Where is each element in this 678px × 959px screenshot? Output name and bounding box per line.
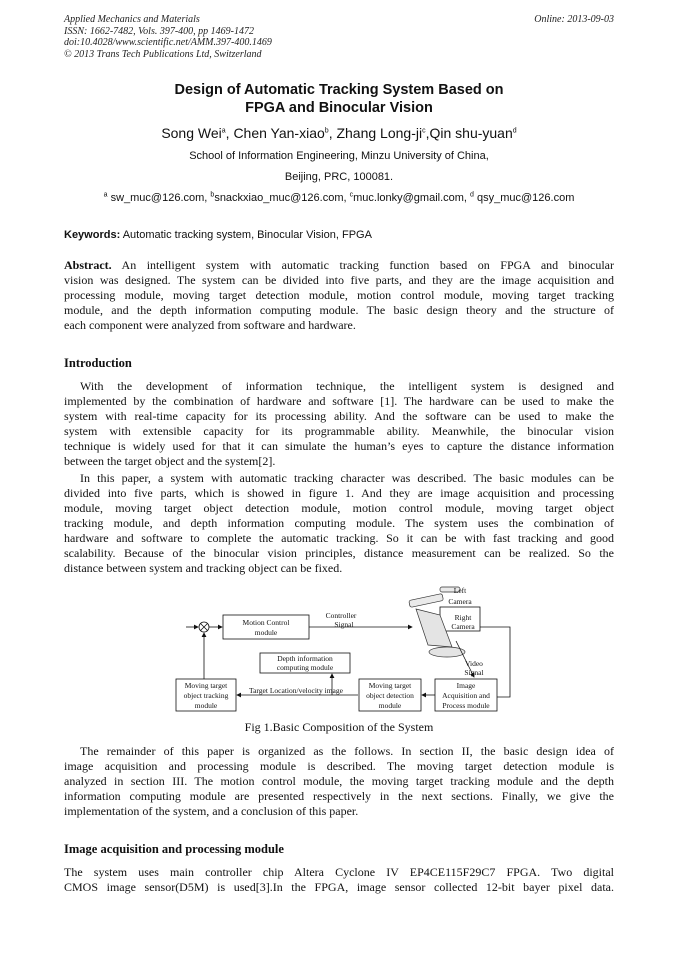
paragraph-line: The remainder of this paper is organized as the follows. In section II, the basic design idea of bbox=[80, 744, 614, 758]
abstract-line: vision was designed. The system can be divided into five parts, and they are the image acquisition and bbox=[64, 273, 614, 287]
paper-title bbox=[0, 81, 678, 117]
paragraph-line: system with extensible capacity for its programmable ability. Meanwhile, the binocular vision bbox=[64, 424, 614, 438]
author-3: , Zhang Long-ji bbox=[328, 125, 423, 141]
email-4[interactable]: qsy_muc@126.com bbox=[473, 192, 575, 204]
acquisition-module-label: Image bbox=[456, 681, 476, 690]
author-4-mark: d bbox=[512, 127, 517, 135]
controller-signal-label: Controller bbox=[325, 611, 357, 620]
target-location-label: Target Location/velocity image bbox=[249, 686, 343, 695]
tracking-module-label: module bbox=[194, 701, 218, 710]
keywords-label: Keywords: bbox=[64, 229, 121, 241]
motion-control-label: Motion Control bbox=[242, 618, 290, 627]
author-1: Song Wei bbox=[161, 125, 222, 141]
abstract-label: Abstract. bbox=[64, 258, 112, 272]
detection-module-label: Moving target bbox=[368, 681, 412, 690]
affiliation-line-2: Beijing, PRC, 100081. bbox=[284, 171, 394, 183]
author-4: ,Qin shu-yuan bbox=[425, 125, 513, 141]
author-2-mark: b bbox=[324, 127, 329, 135]
depth-information-label: computing module bbox=[276, 663, 334, 672]
abstract-line bbox=[64, 258, 614, 273]
online-date: Online: 2013-09-03 bbox=[534, 14, 614, 25]
paragraph-line: With the development of information technique, the intelligent system is designed and bbox=[80, 379, 614, 393]
controller-signal-label: Signal bbox=[334, 620, 354, 629]
paragraph-line: image acquisition and processing module is described. The moving target detection module is bbox=[64, 759, 614, 773]
email-1-mark: a bbox=[103, 191, 108, 199]
tracking-module-label: object tracking bbox=[183, 691, 229, 700]
journal-name: Applied Mechanics and Materials bbox=[64, 14, 200, 25]
email-3-mark: c bbox=[349, 191, 354, 199]
doi-line: doi:10.4028/www.scientific.net/AMM.397-400.1469 bbox=[64, 37, 272, 48]
section-2-paragraph bbox=[64, 865, 614, 895]
paragraph-line: CMOS image sensor(D5M) is used[3].In the FPGA, image sensor collected 12-bit bayer pixel data. bbox=[64, 880, 614, 894]
paragraph-line: hardware and software to complete the automatic tracking. So it can be with fast tracking and good bbox=[64, 531, 614, 545]
paragraph-line: module, moving target object detection module, motion control module, moving target object bbox=[64, 501, 614, 515]
paragraph-line: system with real-time capacity for its processing ability. And the software can be used to make the bbox=[64, 409, 614, 423]
paragraph-line: distance between system and tracking object can be fixed. bbox=[64, 561, 343, 575]
author-3-mark: c bbox=[422, 127, 426, 135]
email-4-mark: d bbox=[470, 191, 474, 199]
section-2-heading: Image acquisition and processing module bbox=[64, 842, 284, 856]
introduction-paragraph-2 bbox=[64, 471, 614, 576]
video-signal-label: Video bbox=[465, 659, 483, 668]
abstract-line-text: An intelligent system with automatic tracking function based on FPGA and binocular bbox=[111, 258, 614, 272]
email-2-mark: b bbox=[210, 191, 215, 199]
paragraph-line: implemented by the combination of hardware and software [1]. The hardware can be used to make the bbox=[64, 394, 614, 408]
paragraph-line: implementation of the system, and a conclusion of this paper. bbox=[64, 804, 359, 818]
paragraph-line: tracking module, and depth information computing module. The system uses the combination of bbox=[64, 516, 614, 530]
copyright-line: © 2013 Trans Tech Publications Ltd, Switzerland bbox=[64, 48, 262, 60]
depth-information-label: Depth information bbox=[277, 654, 333, 663]
title-line-2: FPGA and Binocular Vision bbox=[245, 100, 433, 116]
detection-module-label: module bbox=[378, 701, 402, 710]
figure-caption: Fig 1.Basic Composition of the System bbox=[244, 720, 434, 734]
paragraph-line: scalability. Because of the binocular vision principles, distance measurement can be realized. So the bbox=[64, 546, 614, 560]
acquisition-module-label: Acquisition and bbox=[442, 691, 490, 700]
system-block-diagram bbox=[0, 585, 678, 720]
issn-line: ISSN: 1662-7482, Vols. 397-400, pp 1469-1472 bbox=[64, 25, 254, 37]
video-signal-label: Signal bbox=[464, 668, 484, 677]
introduction-paragraph-3 bbox=[64, 744, 614, 819]
keywords-text: Automatic tracking system, Binocular Vision, FPGA bbox=[120, 229, 372, 241]
abstract-line: processing module, moving target detection module, motion control module, moving target tracking bbox=[64, 288, 614, 302]
paragraph-line: In this paper, a system with automatic tracking character was described. The basic modules can be bbox=[80, 471, 614, 485]
title-line-1: Design of Automatic Tracking System Based on bbox=[174, 82, 504, 98]
author-2: , Chen Yan-xiao bbox=[225, 125, 325, 141]
tracking-module-label: Moving target bbox=[184, 681, 228, 690]
email-3[interactable]: muc.lonky@gmail.com, bbox=[353, 192, 471, 204]
journal-header bbox=[64, 14, 272, 60]
author-1-mark: a bbox=[221, 127, 226, 135]
paragraph-line: analyzed in section III. The motion control module, the moving target tracking module and the depth bbox=[64, 774, 614, 788]
paragraph-line: information computing module are presented respectively in the next sections. Finally, we give the bbox=[64, 789, 614, 803]
abstract bbox=[64, 258, 614, 333]
detection-module-label: object detection bbox=[366, 691, 414, 700]
abstract-line: module, and the depth information computing module. The basic design theory and the structure of bbox=[64, 303, 614, 317]
left-camera-label: Camera bbox=[448, 597, 472, 606]
right-camera-label: Right bbox=[454, 613, 472, 622]
keywords bbox=[64, 229, 372, 241]
affiliation-line-1: School of Information Engineering, Minzu University of China, bbox=[189, 150, 489, 162]
introduction-paragraph-1 bbox=[64, 379, 614, 469]
left-camera-label: Left bbox=[453, 586, 467, 595]
right-camera-label: Camera bbox=[451, 622, 475, 631]
acquisition-module-label: Process module bbox=[442, 701, 490, 710]
paragraph-line: The system uses main controller chip Altera Cyclone IV EP4CE115F29C7 FPGA. Two digital bbox=[64, 865, 614, 879]
paragraph-line: divided into five parts, which is showed in figure 1. And they are image acquisition and processing bbox=[64, 486, 614, 500]
email-1[interactable]: sw_muc@126.com, bbox=[107, 192, 211, 204]
email-line bbox=[0, 192, 678, 204]
paragraph-line: between the target object and the system[2]. bbox=[64, 454, 276, 468]
motion-control-label: module bbox=[254, 628, 278, 637]
introduction-heading: Introduction bbox=[64, 356, 132, 370]
paragraph-line: technique is widely used for that it can simulate the human’s eyes to capture the distance information bbox=[64, 439, 614, 453]
abstract-line: each component were analyzed from software and hardware. bbox=[64, 318, 356, 332]
author-list bbox=[0, 125, 678, 141]
email-2[interactable]: snackxiao_muc@126.com, bbox=[214, 192, 350, 204]
figure-1 bbox=[0, 585, 678, 735]
